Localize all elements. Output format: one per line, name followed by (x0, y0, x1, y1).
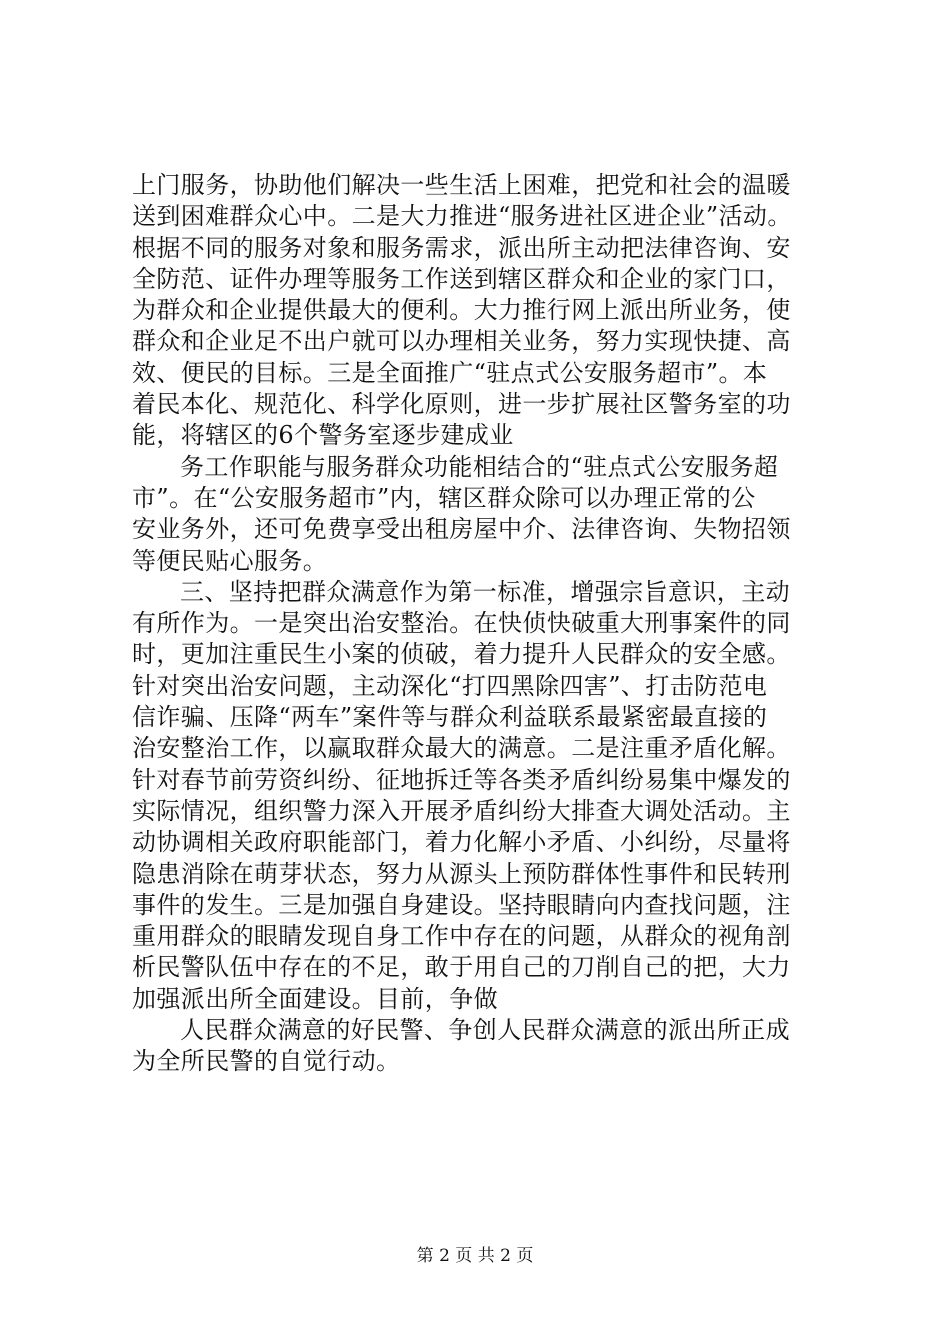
text-line: 动协调相关政府职能部门，着力化解小矛盾、小纠纷，尽量将 (132, 828, 791, 857)
text-line: 事件的发生。三是加强自身建设。坚持眼睛向内查找问题，注 (132, 890, 791, 919)
text-line: 针对突出治安问题，主动深化“打四黑除四害”、打击防范电 (132, 671, 768, 700)
text-line: 隐患消除在萌芽状态，努力从源头上预防群体性事件和民转刑 (132, 859, 791, 888)
text-line: 人民群众满意的好民警、争创人民群众满意的派出所正成 (180, 1016, 790, 1045)
text-line: 安业务外，还可免费享受出租房屋中介、法律咨询、失物招领 (132, 515, 791, 544)
text-line: 全防范、证件办理等服务工作送到辖区群众和企业的家门口， (132, 264, 791, 293)
text-line: 能，将辖区的6个警务室逐步建成业 (132, 421, 514, 450)
text-line: 根据不同的服务对象和服务需求，派出所主动把法律咨询、安 (132, 233, 791, 262)
text-line: 治安整治工作，以赢取群众最大的满意。二是注重矛盾化解。 (132, 734, 791, 763)
page-footer: 第 2 页 共 2 页 (416, 1246, 534, 1266)
text-line: 效、便民的目标。三是全面推广“驻点式公安服务超市”。本 (132, 358, 768, 387)
text-line: 信诈骗、压降“两车”案件等与群众利益联系最紧密最直接的 (132, 703, 768, 732)
text-line: 加强派出所全面建设。目前，争做 (132, 984, 498, 1013)
text-line: 为群众和企业提供最大的便利。大力推行网上派出所业务，使 (132, 296, 791, 325)
text-line: 群众和企业足不出户就可以办理相关业务，努力实现快捷、高 (132, 327, 791, 356)
text-line: 时，更加注重民生小案的侦破，着力提升人民群众的安全感。 (132, 640, 791, 669)
text-line: 三、坚持把群众满意作为第一标准，增强宗旨意识，主动 (180, 577, 790, 606)
document-body (132, 170, 852, 1078)
text-line: 等便民贴心服务。 (132, 546, 328, 575)
text-line: 针对春节前劳资纠纷、征地拆迁等各类矛盾纠纷易集中爆发的 (132, 765, 791, 794)
text-line: 析民警队伍中存在的不足，敢于用自己的刀削自己的把，大力 (132, 953, 791, 982)
text-line: 重用群众的眼睛发现自身工作中存在的问题，从群众的视角剖 (132, 922, 791, 951)
text-line: 务工作职能与服务群众功能相结合的“驻点式公安服务超 (180, 452, 779, 481)
text-line: 市”。在“公安服务超市”内，辖区群众除可以办理正常的公 (132, 483, 756, 512)
text-line: 着民本化、规范化、科学化原则，进一步扩展社区警务室的功 (132, 390, 791, 419)
text-line: 为全所民警的自觉行动。 (132, 1047, 401, 1076)
text-line: 送到困难群众心中。二是大力推进“服务进社区进企业”活动。 (132, 202, 792, 231)
text-line: 实际情况，组织警力深入开展矛盾纠纷大排查大调处活动。主 (132, 796, 791, 825)
text-line: 上门服务，协助他们解决一些生活上困难，把党和社会的温暖 (132, 171, 791, 199)
text-line: 有所作为。一是突出治安整治。在快侦快破重大刑事案件的同 (132, 609, 791, 638)
